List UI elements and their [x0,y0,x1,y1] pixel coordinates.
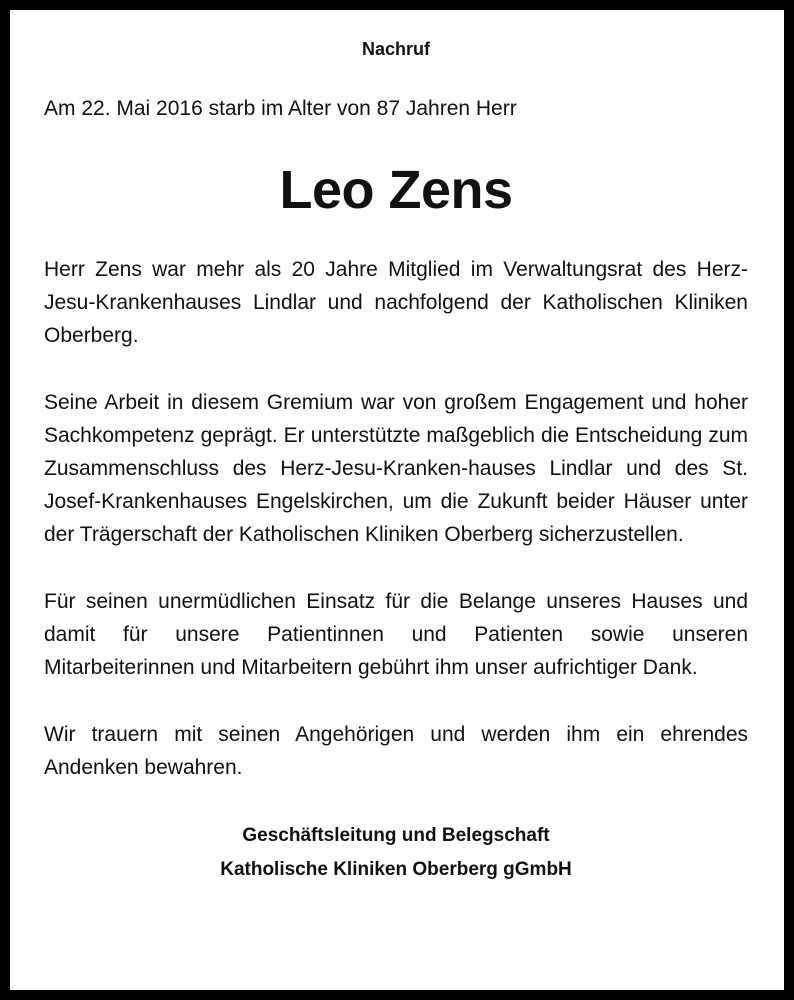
obituary-intro: Am 22. Mai 2016 starb im Alter von 87 Jahren Herr [44,97,517,120]
signature-line-2: Katholische Kliniken Oberberg gGmbH [220,859,572,880]
signature-line-1: Geschäftsleitung und Belegschaft [242,825,550,846]
paragraph-work: Seine Arbeit in diesem Gremium war von großem Engagement und hoher Sachkompetenz geprägt. Er unterstützte maßgeblich die Entscheidung zum Zusammenschluss des Herz-Jesu-Kranken-hauses Lindlar und des St. Josef-Krankenhauses Engelskirchen, um die Zukunft beider Häuser unter der Trägerschaft der Katholischen Kliniken Oberberg sicherzustellen. [44,391,748,546]
obituary-heading: Nachruf [361,39,430,59]
paragraph-membership: Herr Zens war mehr als 20 Jahre Mitglied im Verwaltungsrat des Herz-Jesu-Krankenhauses Lindlar und nachfolgend der Katholischen Kliniken Oberberg. [44,258,748,347]
paragraph-mourning: Wir trauern mit seinen Angehörigen und werden ihm ein ehrendes Andenken bewahren. [44,723,748,779]
paragraph-thanks: Für seinen unermüdlichen Einsatz für die Belange unseres Hauses und damit für unsere Patientinnen und Patienten sowie unseren Mitarbeiterinnen und Mitarbeitern gebührt ihm unser aufrichtiger Dank. [44,590,748,679]
deceased-name: Leo Zens [279,160,513,220]
obituary-content [44,36,748,887]
